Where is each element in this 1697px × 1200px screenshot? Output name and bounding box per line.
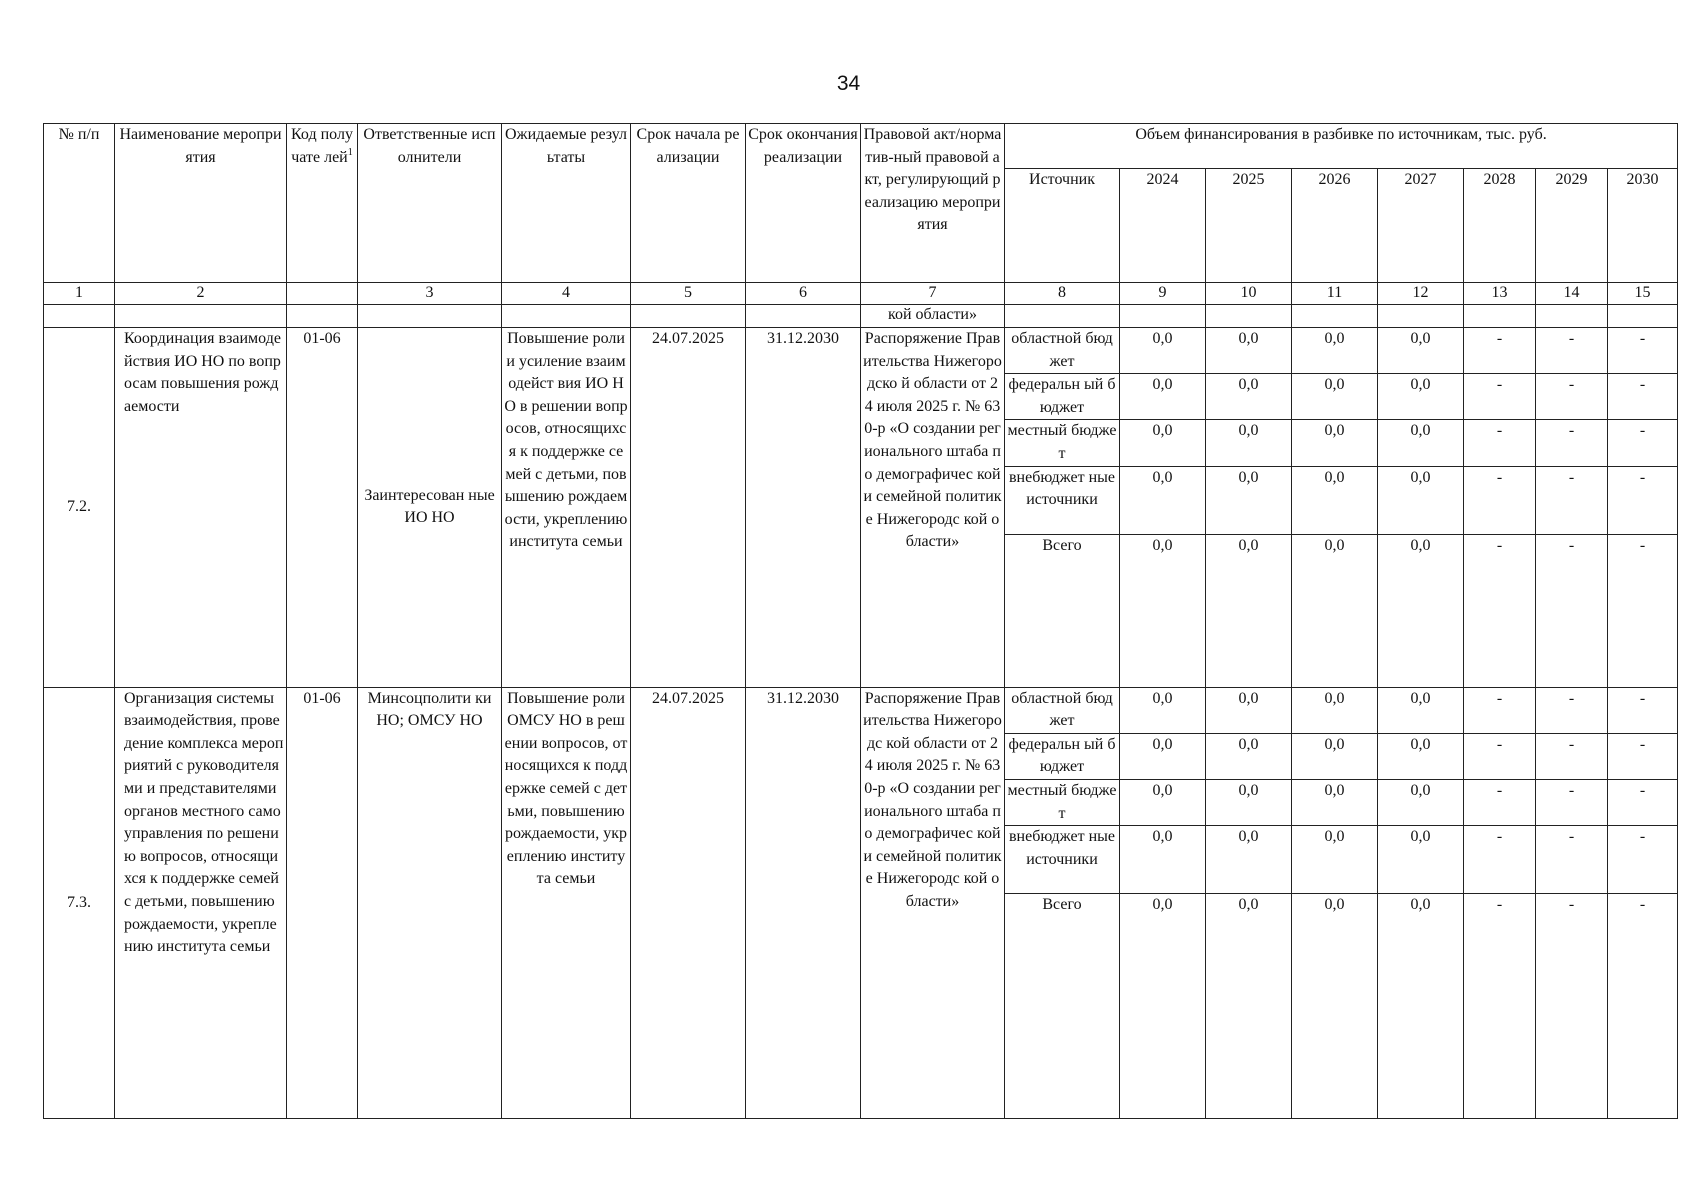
responsible-executors: Заинтересован ные ИО НО	[358, 328, 502, 688]
start-date: 24.07.2025	[631, 687, 746, 1119]
funding-source: областной бюджет	[1005, 687, 1120, 733]
funding-value: 0,0	[1292, 420, 1378, 466]
column-number-cell: 1	[44, 283, 115, 305]
activity-number: 7.2.	[44, 328, 115, 688]
funding-value: -	[1464, 420, 1536, 466]
funding-value: -	[1536, 328, 1608, 374]
end-date: 31.12.2030	[746, 328, 861, 688]
funding-value: 0,0	[1206, 687, 1292, 733]
funding-value: -	[1608, 733, 1678, 779]
funding-value: -	[1536, 420, 1608, 466]
funding-value: -	[1464, 466, 1536, 534]
page-number: 34	[836, 72, 861, 95]
funding-value: 0,0	[1120, 420, 1206, 466]
column-number-cell: 7	[861, 283, 1005, 305]
funding-value: 0,0	[1378, 894, 1464, 1119]
funding-value: -	[1608, 687, 1678, 733]
funding-value: -	[1608, 534, 1678, 687]
expected-results: Повышение роли ОМСУ НО в решении вопросов, относящихся к поддержке семей с детьми, повышению рождаемости, укреплению института семьи	[502, 687, 631, 1119]
funding-value: -	[1536, 534, 1608, 687]
funding-source: местный бюджет	[1005, 779, 1120, 825]
column-number-cell: 3	[358, 283, 502, 305]
funding-value: 0,0	[1120, 534, 1206, 687]
funding-table	[43, 123, 1678, 1119]
header-num: № п/п	[44, 124, 115, 283]
funding-value: 0,0	[1120, 826, 1206, 894]
header-year: 2024	[1120, 169, 1206, 283]
continuation-cell	[1608, 305, 1678, 328]
funding-value: 0,0	[1378, 733, 1464, 779]
column-number-cell: 2	[115, 283, 287, 305]
header-year: 2026	[1292, 169, 1378, 283]
activity-name: Координация взаимодействия ИО НО по вопросам повышения рождаемости	[115, 328, 287, 688]
column-number-cell: 13	[1464, 283, 1536, 305]
funding-value: 0,0	[1120, 374, 1206, 420]
continuation-cell	[1536, 305, 1608, 328]
continuation-row	[44, 305, 1678, 328]
funding-value: -	[1464, 328, 1536, 374]
funding-value: 0,0	[1120, 328, 1206, 374]
funding-value: -	[1536, 779, 1608, 825]
activity-name: Организация системы взаимодействия, проведение комплекса мероприятий с руководителями и представителями органов местного самоуправления по решению вопросов, относящихся к поддержке семей с детьми, повышению рождаемости, укреплению института семьи	[115, 687, 287, 1119]
recipient-code: 01-06	[287, 328, 358, 688]
funding-value: 0,0	[1378, 687, 1464, 733]
funding-source: федеральн ый бюджет	[1005, 374, 1120, 420]
start-date: 24.07.2025	[631, 328, 746, 688]
funding-value: 0,0	[1292, 733, 1378, 779]
responsible-executors: Минсоцполити ки НО; ОМСУ НО	[358, 687, 502, 1119]
header-name: Наименование мероприятия	[115, 124, 287, 283]
funding-value: 0,0	[1120, 779, 1206, 825]
funding-value: 0,0	[1292, 826, 1378, 894]
header-year: 2028	[1464, 169, 1536, 283]
header-row-1	[44, 124, 1678, 169]
funding-value: -	[1536, 894, 1608, 1119]
continuation-cell	[1005, 305, 1120, 328]
recipient-code: 01-06	[287, 687, 358, 1119]
column-number-cell: 10	[1206, 283, 1292, 305]
end-date: 31.12.2030	[746, 687, 861, 1119]
funding-source: Всего	[1005, 534, 1120, 687]
funding-value: 0,0	[1378, 534, 1464, 687]
column-number-cell: 6	[746, 283, 861, 305]
funding-value: 0,0	[1378, 374, 1464, 420]
funding-source: Всего	[1005, 894, 1120, 1119]
table-row	[44, 687, 1678, 733]
funding-source: областной бюджет	[1005, 328, 1120, 374]
header-start: Срок начала реализации	[631, 124, 746, 283]
header-year: 2030	[1608, 169, 1678, 283]
header-end: Срок окончания реализации	[746, 124, 861, 283]
funding-value: 0,0	[1378, 779, 1464, 825]
column-numbers-row	[44, 283, 1678, 305]
funding-value: 0,0	[1378, 466, 1464, 534]
header-year: 2025	[1206, 169, 1292, 283]
column-number-cell: 15	[1608, 283, 1678, 305]
funding-value: 0,0	[1206, 779, 1292, 825]
column-number-cell: 14	[1536, 283, 1608, 305]
legal-act: Распоряжение Правительства Нижегородско й области от 24 июля 2025 г. № 630-р «О создании регионального штаба по демографичес кой и семейной политике Нижегородс кой области»	[861, 328, 1005, 688]
header-responsible: Ответственные исполнители	[358, 124, 502, 283]
continuation-legal: кой области»	[861, 305, 1005, 328]
funding-value: -	[1536, 466, 1608, 534]
funding-value: -	[1464, 894, 1536, 1119]
funding-value: 0,0	[1378, 328, 1464, 374]
funding-value: -	[1608, 779, 1678, 825]
funding-value: -	[1464, 374, 1536, 420]
funding-value: -	[1608, 466, 1678, 534]
funding-value: 0,0	[1206, 534, 1292, 687]
column-number-cell: 5	[631, 283, 746, 305]
funding-value: -	[1608, 328, 1678, 374]
funding-value: -	[1536, 733, 1608, 779]
header-legal: Правовой акт/норматив-ный правовой акт, регулирующий реализацию мероприятия	[861, 124, 1005, 283]
funding-value: 0,0	[1292, 687, 1378, 733]
funding-value: -	[1464, 779, 1536, 825]
funding-value: -	[1464, 534, 1536, 687]
continuation-cell	[287, 305, 358, 328]
funding-value: 0,0	[1206, 826, 1292, 894]
table-row	[44, 328, 1678, 374]
header-code-footnote: 1	[347, 146, 353, 158]
continuation-cell	[502, 305, 631, 328]
funding-value: 0,0	[1292, 779, 1378, 825]
funding-value: 0,0	[1292, 328, 1378, 374]
funding-value: -	[1536, 826, 1608, 894]
funding-source: местный бюджет	[1005, 420, 1120, 466]
funding-value: 0,0	[1206, 374, 1292, 420]
column-number-cell: 11	[1292, 283, 1378, 305]
funding-value: -	[1464, 687, 1536, 733]
funding-value: 0,0	[1292, 894, 1378, 1119]
funding-value: -	[1536, 687, 1608, 733]
continuation-cell	[631, 305, 746, 328]
funding-value: -	[1608, 374, 1678, 420]
funding-value: 0,0	[1292, 374, 1378, 420]
header-funding: Объем финансирования в разбивке по источникам, тыс. руб.	[1005, 124, 1678, 169]
funding-value: 0,0	[1206, 894, 1292, 1119]
funding-value: -	[1608, 826, 1678, 894]
funding-value: -	[1464, 826, 1536, 894]
continuation-cell	[358, 305, 502, 328]
continuation-cell	[1378, 305, 1464, 328]
funding-value: -	[1464, 733, 1536, 779]
column-number-cell: 12	[1378, 283, 1464, 305]
continuation-cell	[1206, 305, 1292, 328]
continuation-cell	[115, 305, 287, 328]
header-expected: Ожидаемые результаты	[502, 124, 631, 283]
funding-value: 0,0	[1292, 534, 1378, 687]
funding-value: 0,0	[1206, 466, 1292, 534]
continuation-cell	[746, 305, 861, 328]
column-number-cell: 8	[1005, 283, 1120, 305]
header-year: 2027	[1378, 169, 1464, 283]
legal-act: Распоряжение Правительства Нижегородс кой области от 24 июля 2025 г. № 630-р «О создании регионального штаба по демографичес кой и семейной политике Нижегородс кой области»	[861, 687, 1005, 1119]
activity-number: 7.3.	[44, 687, 115, 1119]
funding-value: 0,0	[1292, 466, 1378, 534]
funding-value: 0,0	[1206, 733, 1292, 779]
funding-value: -	[1608, 420, 1678, 466]
funding-value: 0,0	[1120, 687, 1206, 733]
header-source: Источник	[1005, 169, 1120, 283]
header-code	[287, 124, 358, 283]
funding-value: 0,0	[1206, 420, 1292, 466]
funding-value: 0,0	[1120, 466, 1206, 534]
funding-value: 0,0	[1378, 826, 1464, 894]
funding-source: внебюджет ные источники	[1005, 826, 1120, 894]
column-number-cell: 9	[1120, 283, 1206, 305]
funding-value: -	[1608, 894, 1678, 1119]
funding-value: -	[1536, 374, 1608, 420]
continuation-cell	[44, 305, 115, 328]
column-number-cell: 4	[502, 283, 631, 305]
funding-value: 0,0	[1378, 420, 1464, 466]
funding-value: 0,0	[1120, 894, 1206, 1119]
continuation-cell	[1464, 305, 1536, 328]
funding-source: внебюджет ные источники	[1005, 466, 1120, 534]
header-year: 2029	[1536, 169, 1608, 283]
funding-value: 0,0	[1120, 733, 1206, 779]
funding-source: федеральн ый бюджет	[1005, 733, 1120, 779]
continuation-cell	[1292, 305, 1378, 328]
header-code-label: Код полу чате лей	[291, 126, 353, 166]
funding-value: 0,0	[1206, 328, 1292, 374]
column-number-cell	[287, 283, 358, 305]
expected-results: Повышение роли и усиление взаимодейст вия ИО НО в решении вопросов, относящихся к поддержке семей с детьми, повышению рождаемости, укреплению института семьи	[502, 328, 631, 688]
continuation-cell	[1120, 305, 1206, 328]
